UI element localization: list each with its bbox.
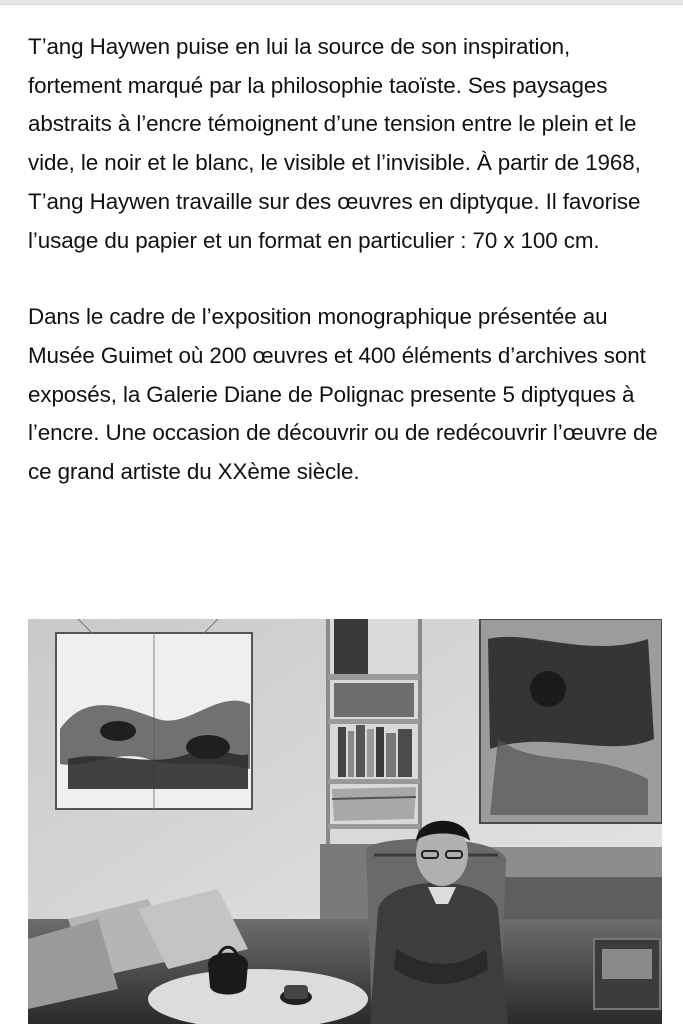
top-divider xyxy=(0,0,683,5)
abstract-painting-right xyxy=(480,619,662,823)
artist-studio-photo xyxy=(28,619,662,1024)
diptych-painting-left xyxy=(56,619,252,809)
studio-photo-illustration xyxy=(28,619,662,1024)
paragraph-intro: T’ang Haywen puise en lui la source de son inspiration, fortement marqué par la philosophie taoïste. Ses paysages abstraits à l’encre témoignent d’une tension entre le plein et le vide, le noir et le blanc, le visible et l’invisible. À partir de 1968, T’ang Haywen travaille sur des œuvres en diptyque. Il favorise l’usage du papier et un format en particulier : 70 x 100 cm. xyxy=(28,34,641,253)
article-body xyxy=(28,28,668,492)
paragraph-exhibition: Dans le cadre de l’exposition monographique présentée au Musée Guimet où 200 œuvres et 400 éléments d’archives sont exposés, la Galerie Diane de Polignac presente 5 diptyques à l’encre. Une occasion de découvrir ou de redécouvrir l’œuvre de ce grand artiste du XXème siècle. xyxy=(28,304,658,485)
